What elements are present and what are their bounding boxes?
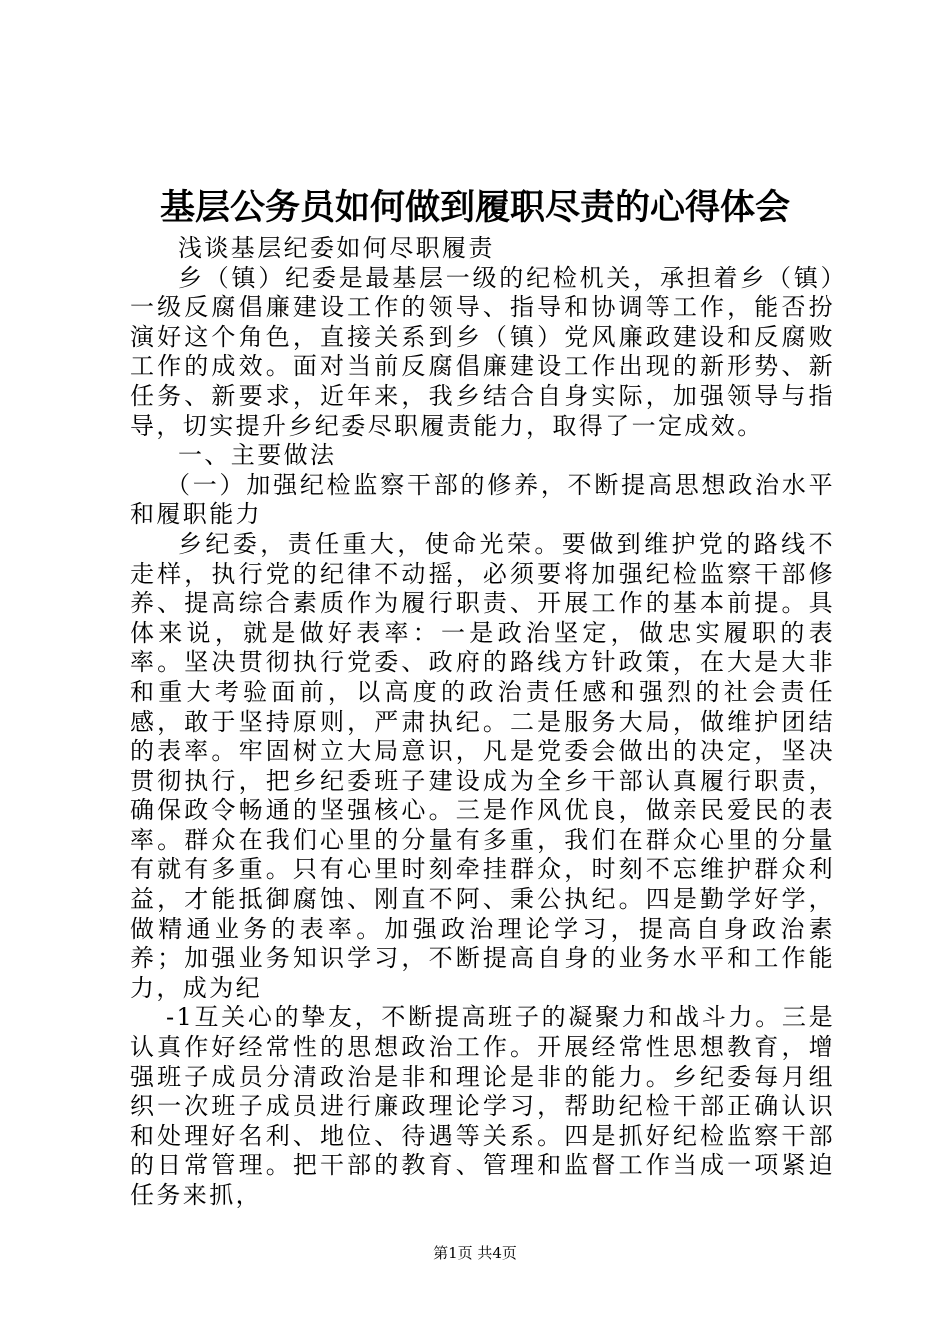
subsection-heading: （一）加强纪检监察干部的修养，不断提高思想政治水平和履职能力 (130, 470, 835, 529)
body-paragraph: -1互关心的挚友，不断提高班子的凝聚力和战斗力。三是认真作好经常性的思想政治工作。开展经常性思想教育，增强班子成员分清政治是非和理论是非的能力。乡纪委每月组织一次班子成员进行廉政理论学习，帮助纪检干部正确认识和处理好名利、地位、待遇等关系。四是抓好纪检监察干部的日常管理。把干部的教育、管理和监督工作当成一项紧迫任务来抓， (130, 1003, 835, 1209)
page-footer: 第1页 共4页 (433, 1244, 517, 1262)
section-heading: 一、主要做法 (178, 441, 337, 470)
body-paragraph: 乡纪委，责任重大，使命光荣。要做到维护党的路线不走样，执行党的纪律不动摇，必须要将加强纪检监察干部修养、提高综合素质作为履行职责、开展工作的基本前提。具体来说，就是做好表率：一是政治坚定，做忠实履职的表率。坚决贯彻执行党委、政府的路线方针政策，在大是大非和重大考验面前，以高度的政治责任感和强烈的社会责任感，敢于坚持原则，严肃执纪。二是服务大局，做维护团结的表率。牢固树立大局意识，凡是党委会做出的决定，坚决贯彻执行，把乡纪委班子建设成为全乡干部认真履行职责，确保政令畅通的坚强核心。三是作风优良，做亲民爱民的表率。群众在我们心里的分量有多重，我们在群众心里的分量有就有多重。只有心里时刻牵挂群众，时刻不忘维护群众利益，才能抵御腐蚀、刚直不阿、秉公执纪。四是勤学好学，做精通业务的表率。加强政治理论学习，提高自身政治素养；加强业务知识学习，不断提高自身的业务水平和工作能力，成为纪 (130, 529, 835, 1002)
body-paragraph: 乡（镇）纪委是最基层一级的纪检机关，承担着乡（镇）一级反腐倡廉建设工作的领导、指导和协调等工作，能否扮演好这个角色，直接关系到乡（镇）党风廉政建设和反腐败工作的成效。面对当前反腐倡廉建设工作出现的新形势、新任务、新要求，近年来，我乡结合自身实际，加强领导与指导，切实提升乡纪委尽职履责能力，取得了一定成效。 (130, 263, 835, 440)
subtitle-paragraph: 浅谈基层纪委如何尽职履责 (178, 234, 495, 262)
document-body (130, 234, 835, 1211)
document-title: 基层公务员如何做到履职尽责的心得体会 (159, 187, 790, 228)
